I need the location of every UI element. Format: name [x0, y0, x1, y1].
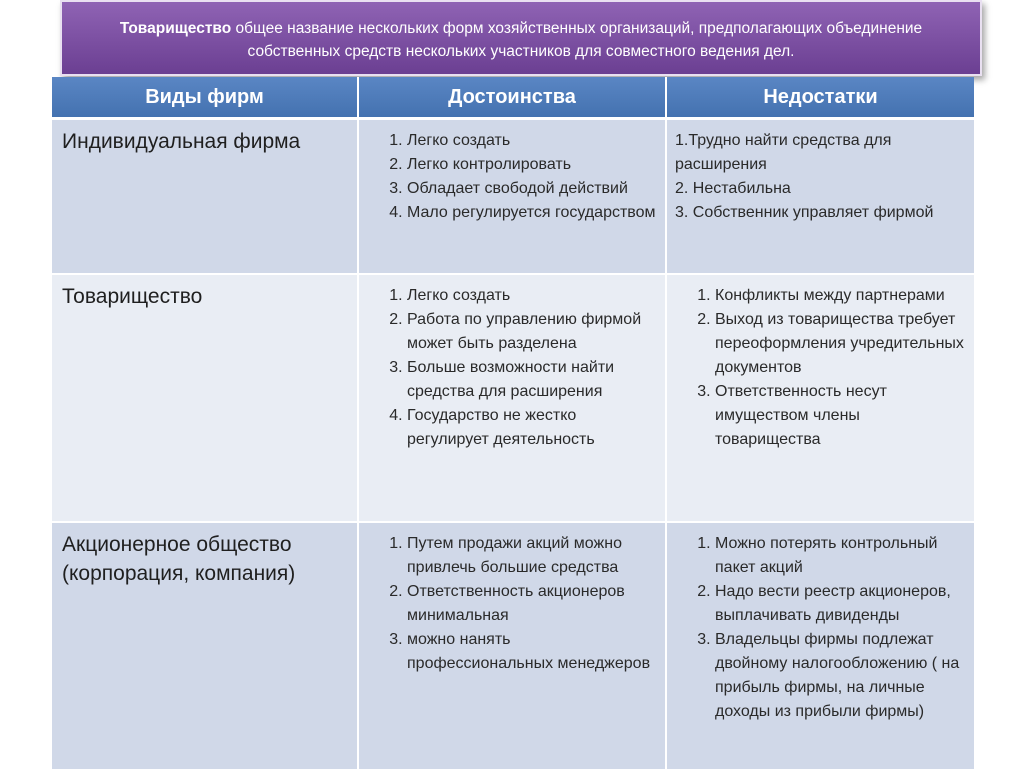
advantages-list	[359, 275, 665, 452]
banner-term: Товарищество	[119, 20, 232, 37]
list-item: 2. Выход из товарищества требует переоформления учредительных документов	[715, 308, 966, 380]
header-firm-types: Виды фирм	[52, 77, 358, 119]
list-item: 2. Нестабильна	[675, 180, 791, 197]
firm-name: Индивидуальная фирма	[62, 130, 301, 153]
banner-definition: общее название нескольких форм хозяйственных организаций, предполагающих объединение собственных средств нескольких участников для совместного ведения дел.	[231, 20, 923, 60]
header-advantages: Достоинства	[358, 77, 666, 119]
list-item: 2. Надо вести реестр акционеров, выплачивать дивиденды	[715, 580, 966, 628]
disadvantages-list	[667, 275, 974, 452]
advantages-cell	[358, 274, 666, 522]
advantages-cell	[358, 522, 666, 770]
disadvantages-cell	[666, 119, 974, 275]
list-item: 3. Обладает свободой действий	[407, 177, 657, 201]
table-row	[52, 274, 974, 522]
firm-types-table	[52, 77, 974, 771]
list-item: 1. Легко создать	[407, 284, 657, 308]
table-header-row	[52, 77, 974, 119]
list-item: 1. Путем продажи акций можно привлечь большие средства	[407, 532, 657, 580]
firm-cell	[52, 119, 358, 275]
list-item: 2. Легко контролировать	[407, 153, 657, 177]
list-item: 4. Государство не жестко регулирует деятельность	[407, 404, 657, 452]
table-row	[52, 119, 974, 275]
table-row	[52, 522, 974, 770]
header-disadvantages: Недостатки	[666, 77, 974, 119]
list-item: 3. Владельцы фирмы подлежат двойному налогообложению ( на прибыль фирмы, на личные доходы из прибыли фирмы)	[715, 628, 966, 724]
advantages-cell	[358, 119, 666, 275]
firm-name: Товарищество	[62, 285, 203, 308]
firm-name: Акционерное общество (корпорация, компания)	[62, 533, 296, 585]
list-item: 2. Ответственность акционеров минимальная	[407, 580, 657, 628]
advantages-list	[359, 523, 665, 676]
list-item: 1. Можно потерять контрольный пакет акций	[715, 532, 966, 580]
disadvantages-list	[667, 120, 974, 225]
disadvantages-cell	[666, 274, 974, 522]
disadvantages-list	[667, 523, 974, 724]
list-item: 1.Трудно найти средства для расширения	[675, 132, 892, 173]
list-item: 1. Легко создать	[407, 129, 657, 153]
list-item: 3. Ответственность несут имуществом члены товарищества	[715, 380, 966, 452]
definition-banner	[60, 0, 982, 76]
advantages-list	[359, 120, 665, 225]
list-item: 2. Работа по управлению фирмой может быть разделена	[407, 308, 657, 356]
disadvantages-cell	[666, 522, 974, 770]
list-item: 3. Собственник управляет фирмой	[675, 204, 934, 221]
list-item: 4. Мало регулируется государством	[407, 201, 657, 225]
firm-cell	[52, 274, 358, 522]
list-item: 1. Конфликты между партнерами	[715, 284, 966, 308]
list-item: 3. можно нанять профессиональных менеджеров	[407, 628, 657, 676]
list-item: 3. Больше возможности найти средства для расширения	[407, 356, 657, 404]
firm-cell	[52, 522, 358, 770]
